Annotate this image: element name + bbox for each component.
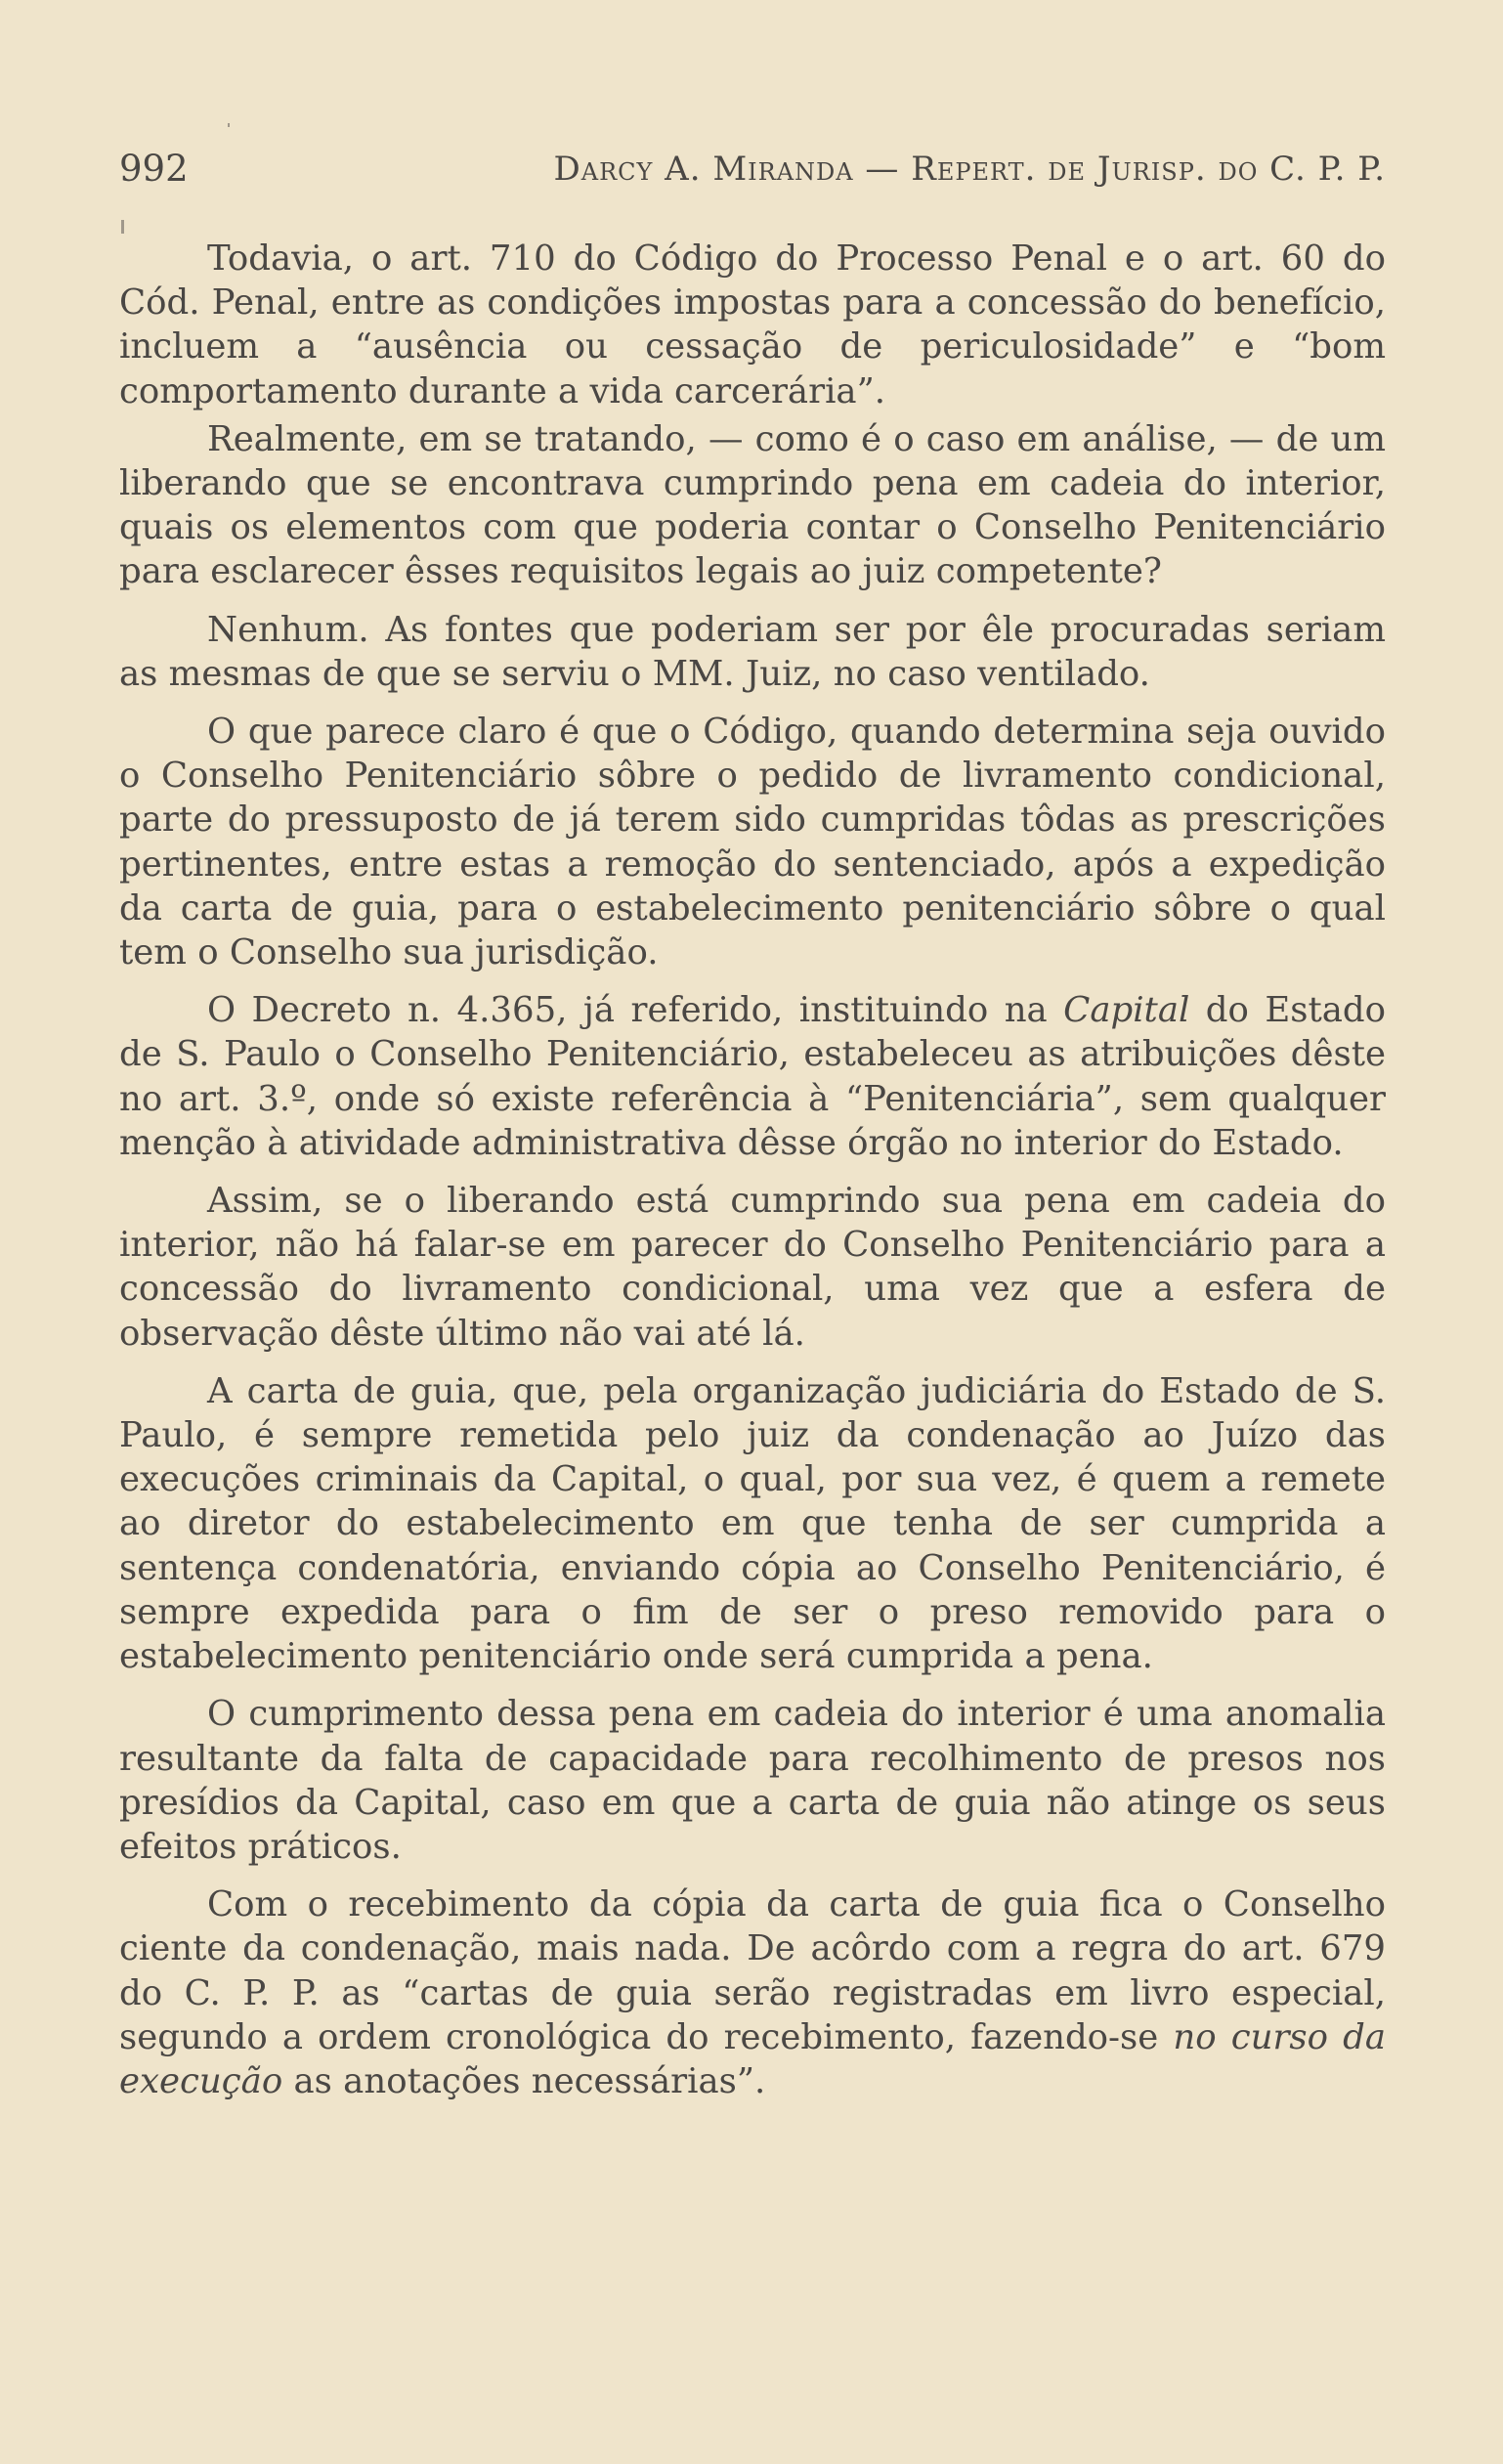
paragraph <box>119 1882 1386 2103</box>
paragraph-text: O Decreto n. 4.365, já referido, instituindo na <box>207 990 1064 1031</box>
scan-speck <box>121 220 124 234</box>
paragraph-text: as anotações necessárias”. <box>282 2060 766 2101</box>
paragraph: Nenhum. As fontes que poderiam ser por êle procuradas seriam as mesmas de que se serviu o MM. Juiz, no caso ventilado. <box>119 609 1386 694</box>
running-head: Darcy A. Miranda — Repert. de Jurisp. do C. P. P. <box>553 150 1386 189</box>
italic-text: Capital <box>1063 990 1190 1031</box>
paragraph-text: Com o recebimento da cópia da carta de guia fica o Conselho ciente da condenação, mais nada. De acôrdo com a regra do art. 679 do C. P. P. as “cartas de guia serão registradas em livro especial, segundo a ordem cronológica do recebimento, fazendo-se <box>119 1884 1386 2057</box>
paragraph: O cumprimento dessa pena em cadeia do interior é uma anomalia resultante da falta de capacidade para recolhimento de presos nos presídios da Capital, caso em que a carta de guia não atinge os seus efeitos práticos. <box>119 1694 1386 1867</box>
paragraph-text: do Estado de S. Paulo o Conselho Penitenciário, estabeleceu as atribuições dêste no art. 3.º, onde só existe referência à “Penitenciária”, sem qualquer menção à atividade administrativa dêsse órgão no interior do Estado. <box>119 990 1386 1163</box>
paragraph: O que parece claro é que o Código, quando determina seja ouvido o Conselho Penitenciário sôbre o pedido de livramento condicional, parte do pressuposto de já terem sido cumpridas tôdas as prescrições pertinentes, entre estas a remoção do sentenciado, após a expedição da carta de guia, para o estabelecimento penitenciário sôbre o qual tem o Conselho sua jurisdição. <box>119 712 1386 973</box>
paragraph <box>119 988 1386 1165</box>
paragraph: Assim, se o liberando está cumprindo sua pena em cadeia do interior, não há falar-se em parecer do Conselho Penitenciário para a concessão do livramento condicional, uma vez que a esfera de observação dêste último não vai até lá. <box>119 1181 1386 1354</box>
scan-speck <box>228 123 230 127</box>
page-header <box>119 145 1386 194</box>
paragraph: Todavia, o art. 710 do Código do Processo Penal e o art. 60 do Cód. Penal, entre as condições impostas para a concessão do benefício, incluem a “ausência ou cessação de periculosidade” e “bom comportamento durante a vida carcerária”. <box>119 238 1386 411</box>
italic-text: no curso da execução <box>119 2016 1386 2101</box>
paragraph: Realmente, em se tratando, — como é o caso em análise, — de um liberando que se encontrava cumprindo pena em cadeia do interior, quais os elementos com que poderia contar o Conselho Penitenciário para esclarecer êsses requisitos legais ao juiz competente? <box>119 418 1386 592</box>
page-number: 992 <box>119 148 189 190</box>
paragraph: A carta de guia, que, pela organização judiciária do Estado de S. Paulo, é sempre remetida pelo juiz da condenação ao Juízo das execuções criminais da Capital, o qual, por sua vez, é quem a remete ao diretor do estabelecimento em que tenha de ser cumprida a sentença condenatória, enviando cópia ao Conselho Penitenciário, é sempre expedida para o fim de ser o preso removido para o estabelecimento penitenciário onde será cumprida a pena. <box>119 1370 1386 1677</box>
body-text <box>119 237 1386 2107</box>
